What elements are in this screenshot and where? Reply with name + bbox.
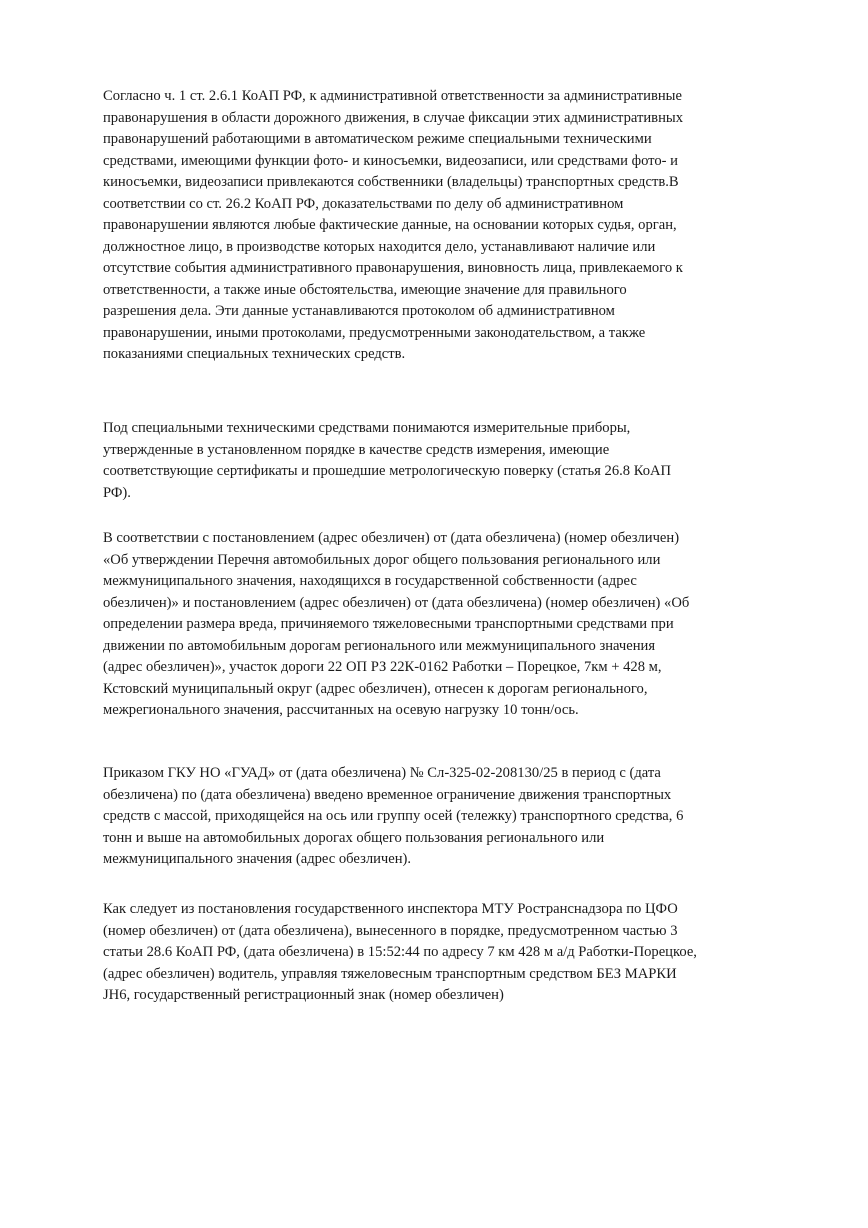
- paragraph-road-classification: В соответствии с постановлением (адрес обезличен) от (дата обезличена) (номер обезличен) «Об утверждении Перечня автомобильных дорог общего пользования регионального или межмуниципального значения, находящихся в государственной собственности (адрес обезличен)» и постановлением (адрес обезличен) от (дата обезличена) (номер обезличен) «Об определении размера вреда, причиняемого тяжеловесными транспортными средствами при движении по автомобильным дорогам регионального или межмуниципального значения (адрес обезличен)», участок дороги 22 ОП РЗ 22К-0162 Работки – Порецкое, 7км + 428 м, Кстовский муниципальный округ (адрес обезличен), отнесен к дорогам регионального, межрегионального значения, рассчитанных на осевую нагрузку 10 тонн/ось.: [103, 530, 690, 718]
- paragraph-technical-means: Под специальными техническими средствами понимаются измерительные приборы, утвержденные в установленном порядке в качестве средств измерения, имеющие соответствующие сертификаты и прошедшие метрологическую поверку (статья 26.8 КоАП РФ).: [103, 420, 672, 501]
- paragraph-temporary-restriction: Приказом ГКУ НО «ГУАД» от (дата обезличена) № Сл-325-02-208130/25 в период с (дата обезличена) по (дата обезличена) введено временное ограничение движения транспортных средств с массой, приходящейся на ось или группу осей (тележку) транспортного средства, 6 тонн и выше на автомобильных дорогах общего пользования регионального или межмуниципального значения (адрес обезличен).: [103, 765, 684, 867]
- paragraph-liability-basis: Согласно ч. 1 ст. 2.6.1 КоАП РФ, к административной ответственности за административные правонарушения в области дорожного движения, в случае фиксации этих административных правонарушений работающими в автоматическом режиме специальными техническими средствами, имеющими функции фото- и киносъемки, видеозаписи, или средствами фото- и киносъемки, видеозаписи привлекаются собственники (владельцы) транспортных средств.В соответствии со ст. 26.2 КоАП РФ, доказательствами по делу об административном правонарушении являются любые фактические данные, на основании которых судья, орган, должностное лицо, в производстве которых находится дело, устанавливают наличие или отсутствие события административного правонарушения, виновность лица, привлекаемого к ответственности, а также иные обстоятельства, имеющие значение для правильного разрешения дела. Эти данные устанавливаются протоколом об административном правонарушении, иными протоколами, предусмотренными законодательством, а также показаниями специальных технических средств.: [103, 88, 683, 362]
- paragraph-inspector-ruling: Как следует из постановления государственного инспектора МТУ Ространснадзора по ЦФО (номер обезличен) от (дата обезличена), вынесенного в порядке, предусмотренном частью 3 статьи 28.6 КоАП РФ, (дата обезличена) в 15:52:44 по адресу 7 км 428 м а/д Работки-Порецкое, (адрес обезличен) водитель, управляя тяжеловесным транспортным средством БЕЗ МАРКИ JH6, государственный регистрационный знак (номер обезличен): [103, 901, 697, 1003]
